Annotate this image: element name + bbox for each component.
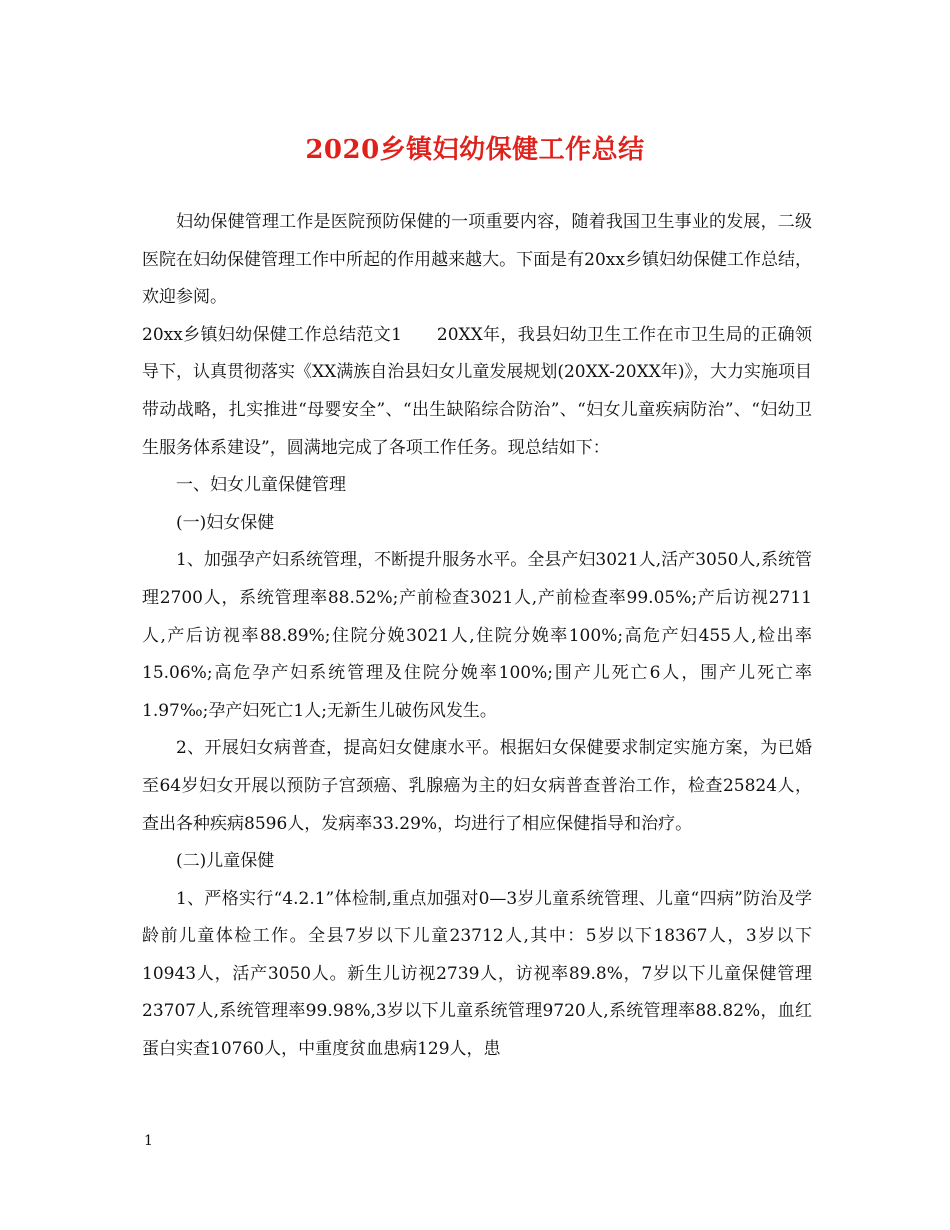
document-title: 2020乡镇妇幼保健工作总结 bbox=[305, 135, 645, 165]
women-health-paragraph-1: 1、加强孕产妇系统管理，不断提升服务水平。全县产妇3021人,活产3050人,系统管理2700人，系统管理率88.52%;产前检查3021人,产前检查率99.05%;产后访视2711人,产后访视率88.89%;住院分娩3021人,住院分娩率100%;高危产妇455人,检出率15.06%;高危孕产妇系统管理及住院分娩率100%;围产儿死亡6人，围产儿死亡率1.97‰;孕产妇死亡1人;无新生儿破伤风发生。 bbox=[142, 550, 812, 721]
page-number: 1 bbox=[144, 1133, 153, 1149]
subsection-heading-women: (一)妇女保健 bbox=[176, 512, 275, 533]
intro-paragraph: 妇幼保健管理工作是医院预防保健的一项重要内容，随着我国卫生事业的发展，二级医院在妇幼保健管理工作中所起的作用越来越大。下面是有20xx乡镇妇幼保健工作总结，欢迎参阅。 bbox=[142, 212, 812, 308]
summary-paragraph: 20xx乡镇妇幼保健工作总结范文1 20XX年，我县妇幼卫生工作在市卫生局的正确领导下，认真贯彻落实《XX满族自治县妇女儿童发展规划(20XX-20XX年)》，大力实施项目带动战略，扎实推进“母婴安全”、“出生缺陷综合防治”、“妇女儿童疾病防治”、“妇幼卫生服务体系建设”，圆满地完成了各项工作任务。现总结如下： bbox=[142, 324, 812, 458]
subsection-heading-children: (二)儿童保健 bbox=[176, 851, 275, 872]
women-health-paragraph-2: 2、开展妇女病普查，提高妇女健康水平。根据妇女保健要求制定实施方案，为已婚至64岁妇女开展以预防子宫颈癌、乳腺癌为主的妇女病普查普治工作，检查25824人，查出各种疾病8596人，发病率33.29%，均进行了相应保健指导和治疗。 bbox=[142, 738, 812, 834]
section-heading-women-children: 一、妇女儿童保健管理 bbox=[176, 475, 346, 496]
document-body bbox=[142, 204, 812, 1069]
children-health-paragraph: 1、严格实行“4.2.1”体检制,重点加强对0—3岁儿童系统管理、儿童“四病”防治及学龄前儿童体检工作。全县7岁以下儿童23712人,其中：5岁以下18367人，3岁以下10943人，活产3050人。新生儿访视2739人，访视率89.8%，7岁以下儿童保健管理23707人,系统管理率99.98%,3岁以下儿童系统管理9720人,系统管理率88.82%，血红蛋白实查10760人，中重度贫血患病129人，患 bbox=[142, 888, 812, 1060]
